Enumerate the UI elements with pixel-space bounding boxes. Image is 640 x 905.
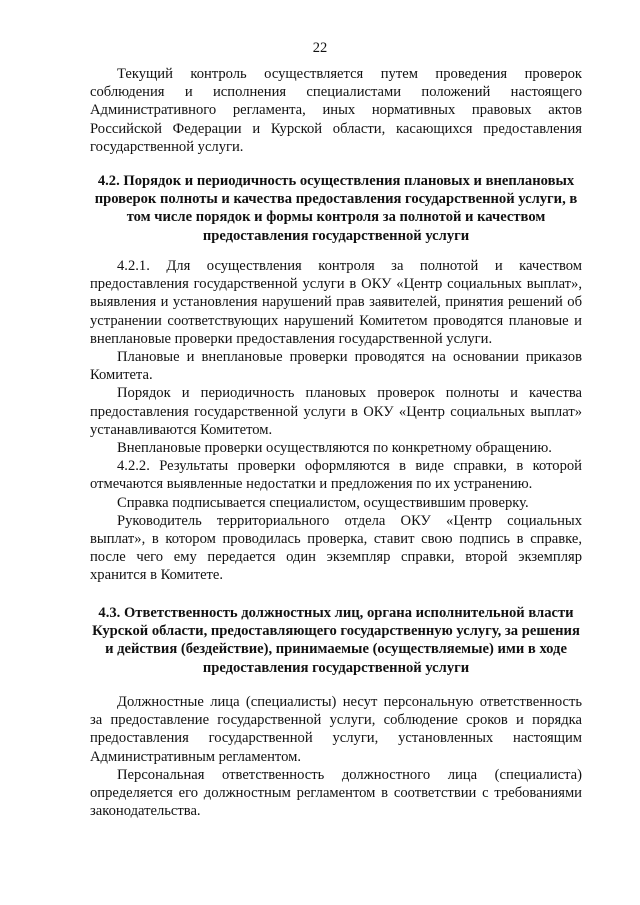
section-heading-4-2: 4.2. Порядок и периодичность осуществления плановых и внеплановых проверок полноты и качества предоставления государственной услуги, в том числе порядок и формы контроля за полнотой и качеством предоставления государственной услуги <box>94 173 578 244</box>
paragraph: Руководитель территориального отдела ОКУ «Центр социальных выплат», в котором проводилась проверка, ставит свою подпись в справке, после чего ему передается один экземпляр справки, второй экземпляр хранится в Комитете. <box>90 512 582 584</box>
paragraph: Плановые и внеплановые проверки проводятся на основании приказов Комитета. <box>90 349 582 384</box>
paragraph: Персональная ответственность должностного лица (специалиста) определяется его должностным регламентом в соответствии с требованиями законодательства. <box>90 766 582 820</box>
page-number: 22 <box>312 40 328 56</box>
paragraph: 4.2.2. Результаты проверки оформляются в виде справки, в которой отмечаются выявленные недостатки и предложения по их устранению. <box>90 458 582 493</box>
paragraph: Должностные лица (специалисты) несут персональную ответственность за предоставление государственной услуги, соблюдение сроков и порядка предоставления государственной услуги, установленных настоящим Административным регламентом. <box>90 694 582 765</box>
paragraph: Текущий контроль осуществляется путем проведения проверок соблюдения и исполнения специалистами положений настоящего Административного регламента, иных нормативных правовых актов Российской Федерации и Курской области, касающихся предоставления государственной услуги. <box>90 66 582 155</box>
section-4-2-text <box>90 257 582 585</box>
paragraph: Внеплановые проверки осуществляются по конкретному обращению. <box>117 440 552 457</box>
section-heading-4-3: 4.3. Ответственность должностных лиц, органа исполнительной власти Курской области, предоставляющего государственную услугу, за решения и действия (бездействие), принимаемые (осуществляемые) ими в ходе предоставления государственной услуги <box>92 605 580 676</box>
section-4-3-text <box>90 693 582 820</box>
paragraph: 4.2.1. Для осуществления контроля за полнотой и качеством предоставления государственной услуги в ОКУ «Центр социальных выплат», выявления и установления нарушений прав заявителей, принятия решений об устранении соответствующих нарушений Комитетом проводятся плановые и внеплановые проверки предоставления государственной услуги. <box>90 258 582 347</box>
paragraph: Справка подписывается специалистом, осуществившим проверку. <box>117 494 529 511</box>
intro-text <box>90 65 582 156</box>
paragraph: Порядок и периодичность плановых проверок полноты и качества предоставления государственной услуги в ОКУ «Центр социальных выплат» устанавливаются Комитетом. <box>90 385 582 438</box>
